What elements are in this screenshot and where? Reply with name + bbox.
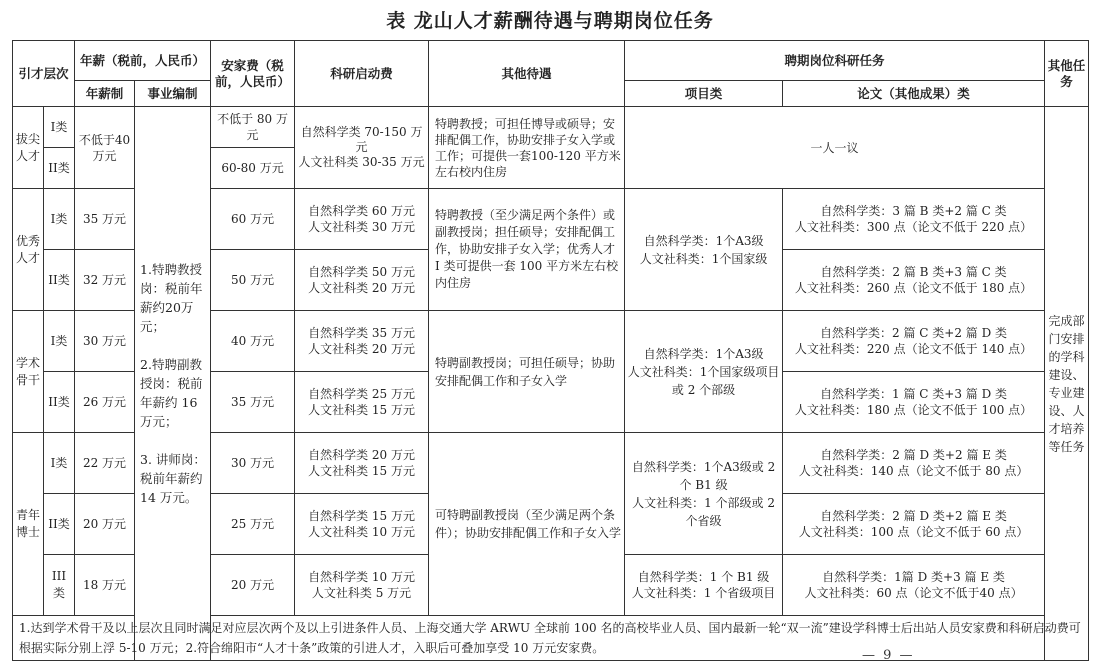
top-salary: 不低于40万元 [75,107,135,189]
young-papers-1: 自然科学类：2 篇 D 类+2 篇 E 类 人文社科类：140 点（论文不低于 80 点） [783,433,1045,494]
other-tasks: 完成部门安排的学科建设、专业建设、人才培养等任务 [1045,107,1089,661]
header-salary-staff: 事业编制 [135,81,211,107]
backbone-housing-2: 35 万元 [211,372,295,433]
class-label: I类 [44,189,75,250]
backbone-papers-2: 自然科学类：1 篇 C 类+3 篇 D 类 人文社科类：180 点（论文不低于 100 点） [783,372,1045,433]
header-papers: 论文（其他成果）类 [783,81,1045,107]
backbone-papers-1: 自然科学类：2 篇 C 类+2 篇 D 类 人文社科类：220 点（论文不低于 140 点） [783,311,1045,372]
backbone-benefits: 特聘副教授岗；可担任硕导；协助安排配偶工作和子女入学 [429,311,625,433]
young-salary-1: 22 万元 [75,433,135,494]
page-number: — 9 — [862,648,915,663]
talent-table [12,40,1089,661]
header-tasks: 聘期岗位科研任务 [625,41,1045,81]
excellent-startup-1: 自然科学类 60 万元 人文社科类 30 万元 [295,189,429,250]
header-housing: 安家费（税前，人民币） [211,41,295,107]
backbone-startup-1: 自然科学类 35 万元 人文社科类 20 万元 [295,311,429,372]
excellent-salary-1: 35 万元 [75,189,135,250]
excellent-startup-2: 自然科学类 50 万元 人文社科类 20 万元 [295,250,429,311]
class-label: II类 [44,250,75,311]
top-housing-2: 60-80 万元 [211,148,295,189]
top-benefits: 特聘教授；可担任博导或硕导；安排配偶工作，协助安排子女入学或工作；可提供一套100-120 平方米左右校内住房 [429,107,625,189]
class-label: III类 [44,555,75,616]
excellent-housing-2: 50 万元 [211,250,295,311]
excellent-benefits: 特聘教授（至少满足两个条件）或副教授岗；担任硕导；安排配偶工作，协助安排子女入学；优秀人才 I 类可提供一套 100 平方米左右校内住房 [429,189,625,311]
backbone-projects: 自然科学类：1个A3级 人文社科类：1个国家级项目或 2 个部级 [625,311,783,433]
group-backbone: 学术骨干 [13,311,44,433]
young-salary-2: 20 万元 [75,494,135,555]
class-label: II类 [44,372,75,433]
backbone-housing-1: 40 万元 [211,311,295,372]
young-housing-3: 20 万元 [211,555,295,616]
class-label: I类 [44,311,75,372]
page-title: 表 龙山人才薪酬待遇与聘期岗位任务 [386,10,714,32]
header-projects: 项目类 [625,81,783,107]
young-startup-1: 自然科学类 20 万元 人文社科类 15 万元 [295,433,429,494]
header-salary-system: 年薪制 [75,81,135,107]
header-startup: 科研启动费 [295,41,429,107]
class-label: II类 [44,148,75,189]
young-salary-3: 18 万元 [75,555,135,616]
excellent-papers-2: 自然科学类：2 篇 B 类+3 篇 C 类 人文社科类：260 点（论文不低于 180 点） [783,250,1045,311]
young-startup-3: 自然科学类 10 万元 人文社科类 5 万元 [295,555,429,616]
young-projects-12: 自然科学类：1个A3级或 2 个 B1 级 人文社科类：1 个部级或 2 个省级 [625,433,783,555]
class-label: II类 [44,494,75,555]
young-housing-1: 30 万元 [211,433,295,494]
backbone-salary-1: 30 万元 [75,311,135,372]
staff-salary: 1.特聘教授岗：税前年薪约20万元； 2.特聘副教授岗：税前年薪约 16 万元； 3. 讲师岗：税前年薪约 14 万元。 [135,107,211,661]
top-housing-1: 不低于 80 万元 [211,107,295,148]
group-excellent: 优秀人才 [13,189,44,311]
excellent-papers-1: 自然科学类：3 篇 B 类+2 篇 C 类 人文社科类：300 点（论文不低于 220 点） [783,189,1045,250]
class-label: I类 [44,107,75,148]
class-label: I类 [44,433,75,494]
backbone-startup-2: 自然科学类 25 万元 人文社科类 15 万元 [295,372,429,433]
young-papers-2: 自然科学类：2 篇 D 类+2 篇 E 类 人文社科类：100 点（论文不低于 60 点） [783,494,1045,555]
young-housing-2: 25 万元 [211,494,295,555]
young-projects-3: 自然科学类：1 个 B1 级 人文社科类：1 个省级项目 [625,555,783,616]
group-top: 拔尖人才 [13,107,44,189]
header-other-benefits: 其他待遇 [429,41,625,107]
group-young: 青年博士 [13,433,44,616]
top-startup: 自然科学类 70-150 万元 人文社科类 30-35 万元 [295,107,429,189]
footnote: 1.达到学术骨干及以上层次且同时满足对应层次两个及以上引进条件人员、上海交通大学 ARWU 全球前 100 名的高校毕业人员、国内最新一轮“双一流”建设学科博士后出站人员安家费和科研启动费可根据实际分别上浮 5-10 万元；2.符合绵阳市“人才十条”政策的引进人才，入职后可叠加享受 10 万元安家费。 [13,616,1089,661]
header-other-tasks: 其他任务 [1045,41,1089,107]
excellent-housing-1: 60 万元 [211,189,295,250]
top-tasks: 一人一议 [625,107,1045,189]
backbone-salary-2: 26 万元 [75,372,135,433]
young-papers-3: 自然科学类：1篇 D 类+3 篇 E 类 人文社科类：60 点（论文不低于40 点） [783,555,1045,616]
excellent-projects: 自然科学类：1个A3级 人文社科类：1个国家级 [625,189,783,311]
header-salary: 年薪（税前，人民币） [75,41,211,81]
header-level: 引才层次 [13,41,75,107]
excellent-salary-2: 32 万元 [75,250,135,311]
young-startup-2: 自然科学类 15 万元 人文社科类 10 万元 [295,494,429,555]
young-benefits: 可特聘副教授岗（至少满足两个条件）；协助安排配偶工作和子女入学 [429,433,625,616]
